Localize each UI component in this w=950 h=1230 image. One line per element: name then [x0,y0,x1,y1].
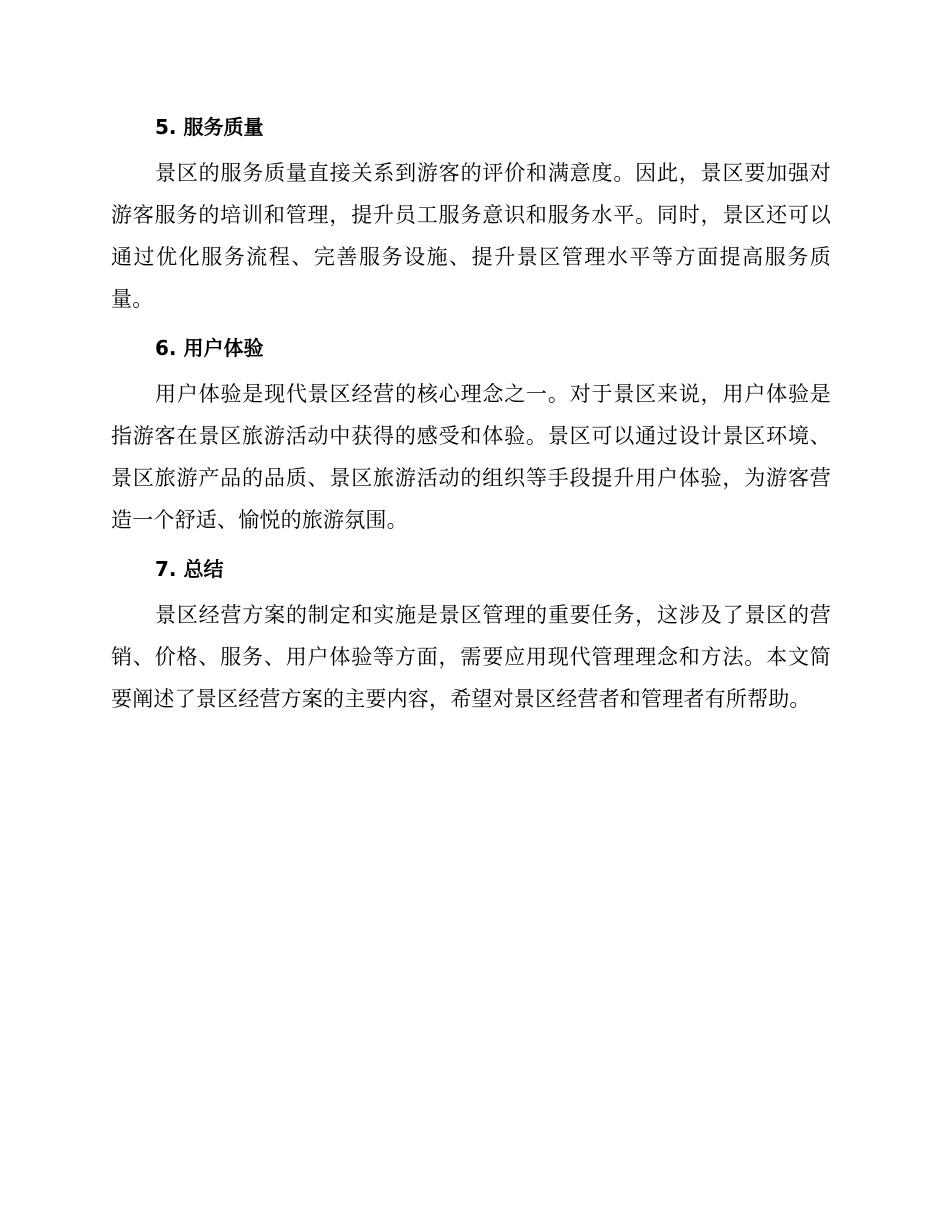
section-paragraph: 用户体验是现代景区经营的核心理念之一。对于景区来说，用户体验是指游客在景区旅游活动中获得的感受和体验。景区可以通过设计景区环境、景区旅游产品的品质、景区旅游活动的组织等手段提升用户体验，为游客营造一个舒适、愉悦的旅游氛围。 [111,382,831,532]
section-summary [111,552,831,720]
section-heading: 6. 用户体验 [155,336,264,360]
section-service-quality [111,110,831,320]
section-user-experience [111,331,831,541]
section-paragraph: 景区的服务质量直接关系到游客的评价和满意度。因此，景区要加强对游客服务的培训和管理，提升员工服务意识和服务水平。同时，景区还可以通过优化服务流程、完善服务设施、提升景区管理水平等方面提高服务质量。 [111,161,831,311]
section-paragraph: 景区经营方案的制定和实施是景区管理的重要任务，这涉及了景区的营销、价格、服务、用户体验等方面，需要应用现代管理理念和方法。本文简要阐述了景区经营方案的主要内容，希望对景区经营者和管理者有所帮助。 [111,603,831,711]
section-heading: 7. 总结 [155,557,224,581]
section-heading: 5. 服务质量 [155,115,264,139]
document-body [111,110,831,720]
